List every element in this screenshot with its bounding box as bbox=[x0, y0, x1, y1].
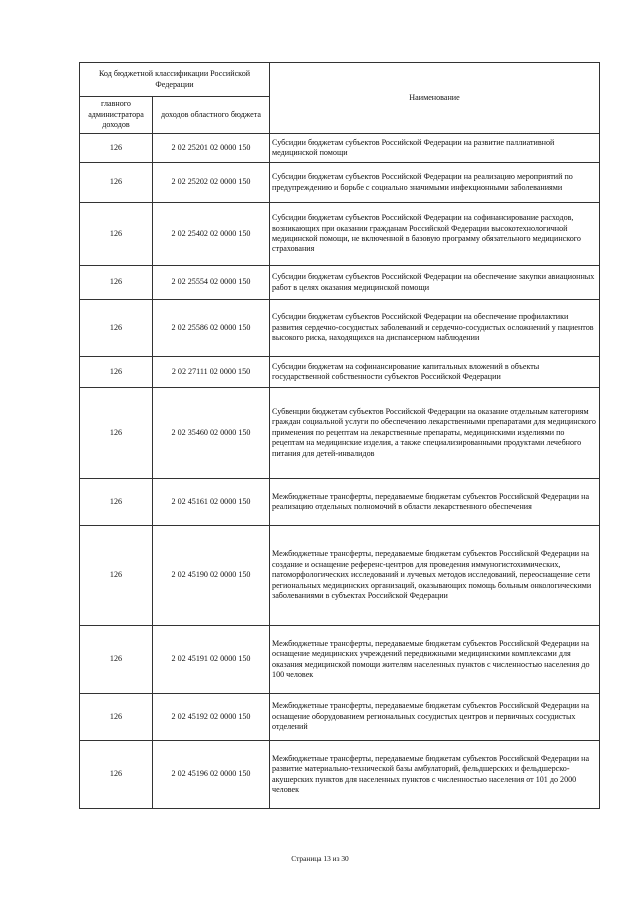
income-code-cell: 2 02 25402 02 0000 150 bbox=[153, 203, 270, 266]
income-code-cell: 2 02 27111 02 0000 150 bbox=[153, 357, 270, 388]
admin-code-cell: 126 bbox=[80, 694, 153, 741]
income-name-cell: Межбюджетные трансферты, передаваемые бюджетам субъектов Российской Федерации на оснащение оборудованием региональных сосудистых центров и первичных сосудистых отделений bbox=[270, 694, 600, 741]
table-header-row bbox=[80, 63, 600, 97]
name-column-header: Наименование bbox=[270, 63, 600, 134]
admin-code-cell: 126 bbox=[80, 741, 153, 809]
table-row bbox=[80, 163, 600, 203]
income-name-cell: Субсидии бюджетам на софинансирование капитальных вложений в объекты государственной собственности субъектов Российской Федерации bbox=[270, 357, 600, 388]
admin-code-cell: 126 bbox=[80, 388, 153, 479]
classification-code-header: Код бюджетной классификации Российской Федерации bbox=[80, 63, 270, 97]
income-code-cell: 2 02 25202 02 0000 150 bbox=[153, 163, 270, 203]
admin-code-cell: 126 bbox=[80, 300, 153, 357]
income-name-cell: Межбюджетные трансферты, передаваемые бюджетам субъектов Российской Федерации на развитие материально-технической базы амбулаторий, фельдшерских и фельдшерско-акушерских пунктов для населенных пунктов с численностью населения от 101 до 2000 человек bbox=[270, 741, 600, 809]
admin-code-cell: 126 bbox=[80, 357, 153, 388]
table-row bbox=[80, 357, 600, 388]
table-row bbox=[80, 134, 600, 163]
income-code-cell: 2 02 25201 02 0000 150 bbox=[153, 134, 270, 163]
income-name-cell: Межбюджетные трансферты, передаваемые бюджетам субъектов Российской Федерации на реализацию отдельных полномочий в области лекарственного обеспечения bbox=[270, 479, 600, 526]
table-row bbox=[80, 741, 600, 809]
income-code-cell: 2 02 45192 02 0000 150 bbox=[153, 694, 270, 741]
table-row bbox=[80, 203, 600, 266]
income-code-cell: 2 02 45191 02 0000 150 bbox=[153, 626, 270, 694]
table-row bbox=[80, 626, 600, 694]
table-row bbox=[80, 526, 600, 626]
income-code-cell: 2 02 45190 02 0000 150 bbox=[153, 526, 270, 626]
table-row bbox=[80, 694, 600, 741]
admin-code-cell: 126 bbox=[80, 266, 153, 300]
admin-column-header: главного администратора доходов bbox=[80, 97, 153, 134]
income-name-cell: Межбюджетные трансферты, передаваемые бюджетам субъектов Российской Федерации на создание и оснащение референс-центров для проведения иммуногистохимических, патоморфологических исследований и лучевых методов исследований, переоснащение сети региональных медицинских организаций, оказывающих помощь больным онкологическими заболеваниями в субъектах Российской Федерации bbox=[270, 526, 600, 626]
income-name-cell: Субсидии бюджетам субъектов Российской Федерации на обеспечение профилактики развития сердечно-сосудистых заболеваний и сердечно-сосудистых осложнений у пациентов высокого риска, находящихся на диспансерном наблюдении bbox=[270, 300, 600, 357]
income-code-cell: 2 02 25586 02 0000 150 bbox=[153, 300, 270, 357]
admin-code-cell: 126 bbox=[80, 479, 153, 526]
income-name-cell: Субсидии бюджетам субъектов Российской Федерации на обеспечение закупки авиационных работ в целях оказания медицинской помощи bbox=[270, 266, 600, 300]
income-name-cell: Субсидии бюджетам субъектов Российской Федерации на софинансирование расходов, возникающих при оказании гражданам Российской Федерации высокотехнологичной медицинской помощи, не включенной в базовую программу обязательного медицинского страхования bbox=[270, 203, 600, 266]
income-code-cell: 2 02 35460 02 0000 150 bbox=[153, 388, 270, 479]
admin-code-cell: 126 bbox=[80, 163, 153, 203]
income-code-cell: 2 02 25554 02 0000 150 bbox=[153, 266, 270, 300]
income-name-cell: Межбюджетные трансферты, передаваемые бюджетам субъектов Российской Федерации на оснащение медицинских учреждений передвижными медицинскими комплексами для оказания медицинской помощи жителям населенных пунктов с численностью населения до 100 человек bbox=[270, 626, 600, 694]
income-column-header: доходов областного бюджета bbox=[153, 97, 270, 134]
table-row bbox=[80, 388, 600, 479]
income-name-cell: Субсидии бюджетам субъектов Российской Федерации на развитие паллиативной медицинской помощи bbox=[270, 134, 600, 163]
income-name-cell: Субсидии бюджетам субъектов Российской Федерации на реализацию мероприятий по предупреждению и борьбе с социально значимыми инфекционными заболеваниями bbox=[270, 163, 600, 203]
table-row bbox=[80, 300, 600, 357]
table-row bbox=[80, 266, 600, 300]
table-row bbox=[80, 479, 600, 526]
admin-code-cell: 126 bbox=[80, 203, 153, 266]
income-name-cell: Субвенции бюджетам субъектов Российской Федерации на оказание отдельным категориям граждан социальной услуги по обеспечению лекарственными препаратами для медицинского применения по рецептам на лекарственные препараты, медицинскими изделиями по рецептам на медицинские изделия, а также специализированными продуктами лечебного питания для детей-инвалидов bbox=[270, 388, 600, 479]
income-code-cell: 2 02 45196 02 0000 150 bbox=[153, 741, 270, 809]
page-number: Страница 13 из 30 bbox=[291, 854, 349, 863]
admin-code-cell: 126 bbox=[80, 626, 153, 694]
income-code-cell: 2 02 45161 02 0000 150 bbox=[153, 479, 270, 526]
admin-code-cell: 126 bbox=[80, 526, 153, 626]
admin-code-cell: 126 bbox=[80, 134, 153, 163]
budget-classification-table bbox=[79, 62, 600, 809]
